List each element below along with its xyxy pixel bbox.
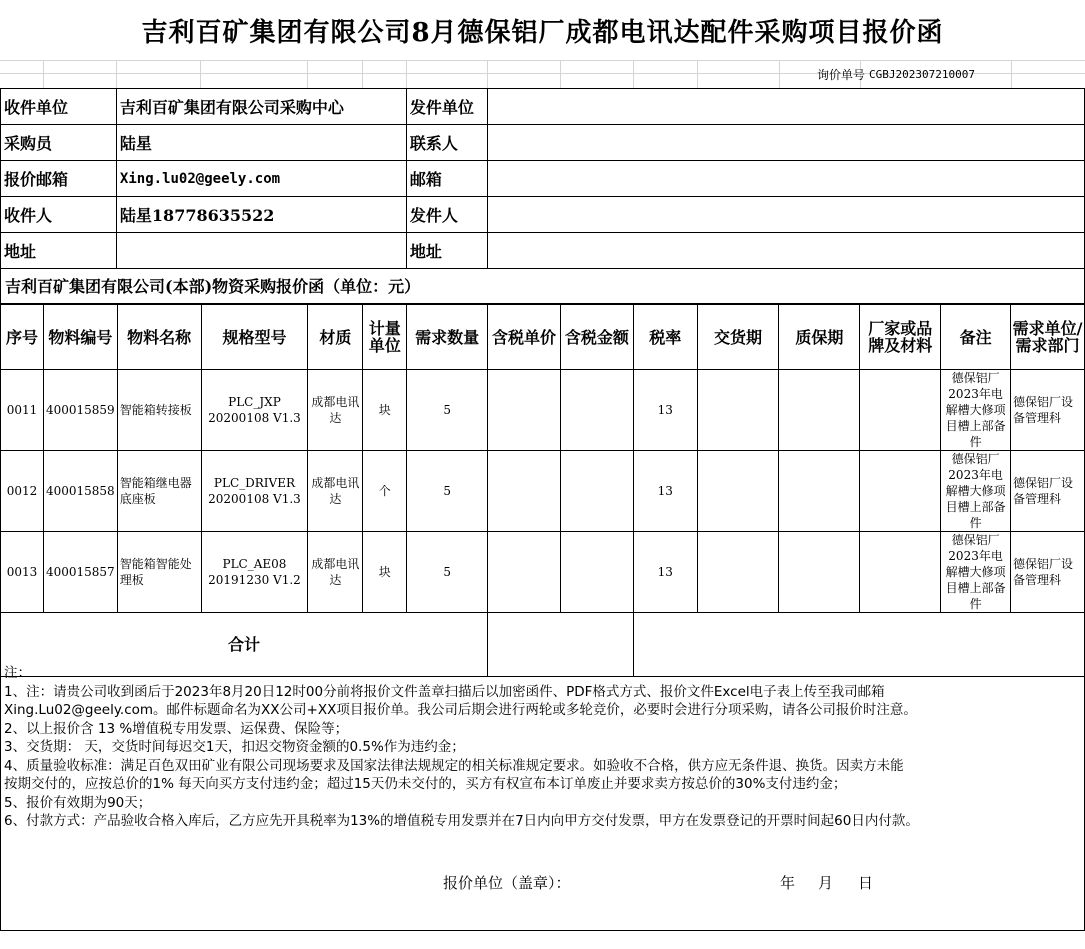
send-unit-value[interactable]	[487, 89, 1084, 125]
cell-price[interactable]	[488, 451, 561, 532]
grid-line	[0, 60, 1085, 61]
cell-spec: PLC_DRIVER 20200108 V1.3	[201, 451, 308, 532]
grid-line	[362, 60, 363, 88]
cell-code: 400015858	[43, 451, 117, 532]
sign-month: 月	[818, 874, 834, 892]
grid-line	[307, 60, 308, 88]
grid-line	[116, 60, 117, 88]
col-header-remark: 备注	[941, 305, 1011, 370]
col-header-no: 序号	[1, 305, 44, 370]
cell-code: 400015859	[43, 370, 117, 451]
cell-name: 智能箱智能处理板	[117, 532, 201, 613]
col-header-tax: 税率	[633, 305, 697, 370]
cell-material: 成都电讯达	[308, 532, 363, 613]
cell-brand[interactable]	[860, 451, 941, 532]
note-line: 3、交货期： 天，交货时间每迟交1天，扣迟交物资金额的0.5%作为违约金；	[4, 739, 465, 755]
cell-delivery[interactable]	[697, 532, 779, 613]
email-value[interactable]	[487, 161, 1084, 197]
cell-material: 成都电讯达	[308, 370, 363, 451]
col-header-unit: 计量单位	[363, 305, 407, 370]
cell-qty: 5	[407, 532, 488, 613]
grid-line	[200, 60, 201, 88]
recv-unit-label: 收件单位	[1, 89, 117, 125]
col-header-material: 材质	[308, 305, 363, 370]
note-line: 5、报价有效期为90天；	[4, 794, 152, 811]
col-header-qty: 需求数量	[407, 305, 488, 370]
table-row	[1, 370, 1085, 451]
grid-line	[633, 60, 634, 88]
info-row	[1, 125, 1085, 161]
cell-dept: 德保铝厂设备管理科	[1011, 370, 1085, 451]
cell-remark: 德保铝厂2023年电解槽大修项目槽上部备件	[941, 532, 1011, 613]
info-row	[1, 233, 1085, 269]
cell-no: 0012	[1, 451, 44, 532]
cell-amount[interactable]	[560, 451, 633, 532]
cell-amount[interactable]	[560, 532, 633, 613]
col-header-dept: 需求单位/需求部门	[1011, 305, 1085, 370]
email-label: 邮箱	[406, 161, 487, 197]
col-header-warranty: 质保期	[779, 305, 860, 370]
grid-line	[779, 60, 780, 88]
buyer-label: 采购员	[1, 125, 117, 161]
col-header-delivery: 交货期	[697, 305, 779, 370]
inquiry-number-value[interactable]: CGBJ202307210007	[869, 67, 975, 81]
quote-email-label: 报价邮箱	[1, 161, 117, 197]
address-value[interactable]	[116, 233, 406, 269]
cell-remark: 德保铝厂2023年电解槽大修项目槽上部备件	[941, 370, 1011, 451]
sender-value[interactable]	[487, 197, 1084, 233]
cell-spec: PLC_JXP 20200108 V1.3	[201, 370, 308, 451]
cell-tax: 13	[633, 451, 697, 532]
info-row	[1, 161, 1085, 197]
cell-brand[interactable]	[860, 532, 941, 613]
grid-line	[697, 60, 698, 88]
recv-unit-value[interactable]: 吉利百矿集团有限公司采购中心	[116, 89, 406, 125]
cell-dept: 德保铝厂设备管理科	[1011, 451, 1085, 532]
note-line: 2、以上报价含 13 %增值税专用发票、运保费、保险等；	[4, 720, 349, 737]
recipient-value[interactable]: 陆星18778635522	[116, 197, 406, 233]
grid-line	[560, 60, 561, 88]
quote-email-value[interactable]: Xing.lu02@geely.com	[116, 161, 406, 197]
cell-warranty[interactable]	[779, 532, 860, 613]
cell-remark: 德保铝厂2023年电解槽大修项目槽上部备件	[941, 451, 1011, 532]
note-line: 4、质量验收标准：满足百色双田矿业有限公司现场要求及国家法律法规规定的相关标准规定要求。如验收不合格，供方应无条件退、换货。因卖方未能	[4, 757, 904, 774]
contact-value[interactable]	[487, 125, 1084, 161]
cell-warranty[interactable]	[779, 370, 860, 451]
contact-label: 联系人	[406, 125, 487, 161]
note-line: 6、付款方式：产品验收合格入库后，乙方应先开具税率为13%的增值税专用发票并在7日内向甲方交付发票，甲方在发票登记的开票时间起60日内付款。	[4, 813, 919, 829]
cell-warranty[interactable]	[779, 451, 860, 532]
col-header-name: 物料名称	[117, 305, 201, 370]
cell-spec: PLC_AE08 20191230 V1.2	[201, 532, 308, 613]
cell-qty: 5	[407, 451, 488, 532]
table-header-row	[1, 305, 1085, 370]
inquiry-number-label: 询价单号	[817, 67, 866, 82]
col-header-amount: 含税金额	[560, 305, 633, 370]
cell-brand[interactable]	[860, 370, 941, 451]
page-title: 吉利百矿集团有限公司8月德保铝厂成都电讯达配件采购项目报价函	[141, 17, 944, 48]
cell-no: 0013	[1, 532, 44, 613]
cell-unit: 块	[363, 370, 407, 451]
send-unit-label: 发件单位	[406, 89, 487, 125]
cell-no: 0011	[1, 370, 44, 451]
col-header-spec: 规格型号	[201, 305, 308, 370]
info-row	[1, 197, 1085, 233]
cell-price[interactable]	[488, 532, 561, 613]
note-line: 1、注：请贵公司收到函后于2023年8月20日12时00分前将报价文件盖章扫描后以加密函件、PDF格式方式、报价文件Excel电子表上传至我司邮箱	[4, 683, 885, 700]
note-line: 按期交付的，应按总价的1% 每天向买方支付违约金；超过15天仍未交付的，买方有权宣布本订单废止并要求卖方按总价的30%支付违约金；	[4, 776, 847, 792]
cell-name: 智能箱转接板	[117, 370, 201, 451]
total-label: 合计	[1, 613, 488, 677]
inquiry-number-row	[813, 63, 1085, 85]
sender-label: 发件人	[406, 197, 487, 233]
table-row	[1, 451, 1085, 532]
cell-delivery[interactable]	[697, 370, 779, 451]
cell-delivery[interactable]	[697, 451, 779, 532]
note-line: 注：	[4, 665, 31, 681]
col-header-price: 含税单价	[488, 305, 561, 370]
cell-qty: 5	[407, 370, 488, 451]
recipient-label: 收件人	[1, 197, 117, 233]
cell-tax: 13	[633, 370, 697, 451]
quote-unit-stamp-label: 报价单位（盖章）：	[443, 874, 571, 892]
items-table	[0, 304, 1085, 677]
grid-line	[406, 60, 407, 88]
sign-day: 日	[858, 874, 874, 892]
cell-dept: 德保铝厂设备管理科	[1011, 532, 1085, 613]
info-row	[1, 89, 1085, 125]
cell-price[interactable]	[488, 370, 561, 451]
address2-label: 地址	[406, 233, 487, 269]
contact-info-table	[0, 88, 1085, 269]
cell-unit: 块	[363, 532, 407, 613]
cell-unit: 个	[363, 451, 407, 532]
note-line: Xing.Lu02@geely.com。邮件标题命名为XX公司+XX项目报价单。我公司后期会进行两轮或多轮竞价，必要时会进行分项采购，请各公司报价时注意。	[4, 702, 917, 718]
grid-line	[43, 60, 44, 88]
sign-year: 年	[780, 874, 796, 892]
cell-name: 智能箱继电器底座板	[117, 451, 201, 532]
cell-tax: 13	[633, 532, 697, 613]
cell-amount[interactable]	[560, 370, 633, 451]
table-row	[1, 532, 1085, 613]
section-title: 吉利百矿集团有限公司(本部)物资采购报价函（单位：元）	[0, 268, 1085, 304]
address-label: 地址	[1, 233, 117, 269]
col-header-code: 物料编号	[43, 305, 117, 370]
buyer-value[interactable]: 陆星	[116, 125, 406, 161]
col-header-brand: 厂家或品牌及材料	[860, 305, 941, 370]
grid-line	[487, 60, 488, 88]
cell-code: 400015857	[43, 532, 117, 613]
cell-material: 成都电讯达	[308, 451, 363, 532]
address2-value[interactable]	[487, 233, 1084, 269]
